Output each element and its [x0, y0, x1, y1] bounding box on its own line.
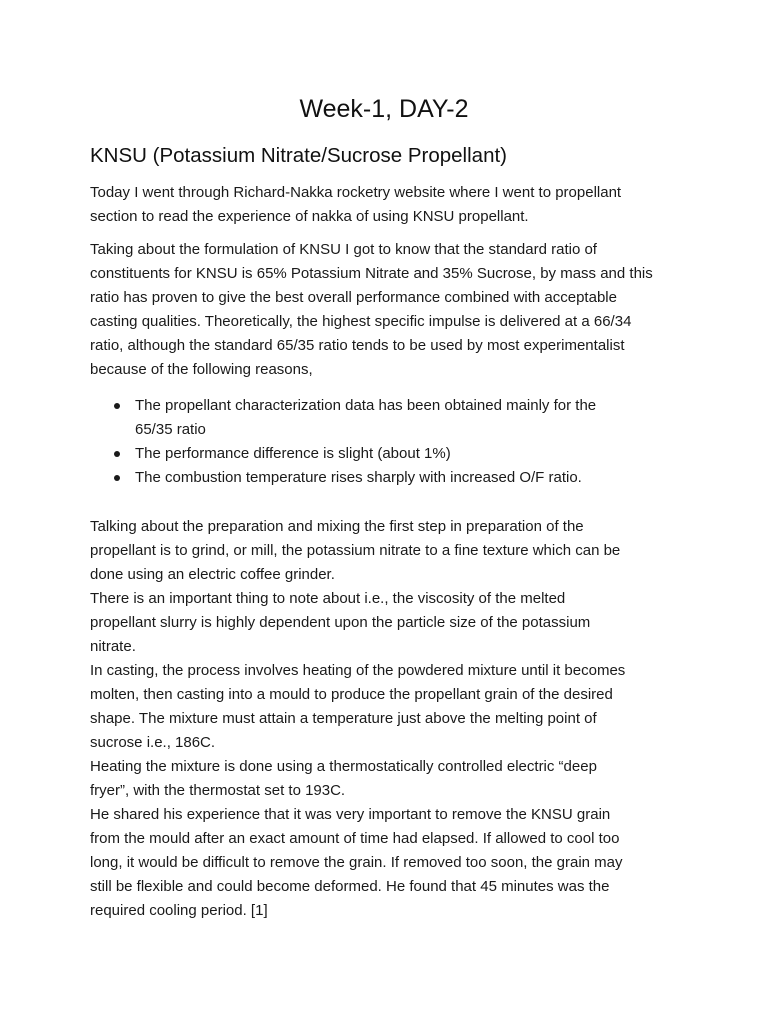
list-item — [90, 442, 690, 466]
text-line: ratio has proven to give the best overall performance combined with acceptable — [90, 289, 617, 306]
text-line: long, it would be difficult to remove the grain. If removed too soon, the grain may — [90, 854, 623, 871]
text-line: molten, then casting into a mould to produce the propellant grain of the desired — [90, 686, 613, 703]
text-line: 65/35 ratio — [135, 421, 206, 438]
text-line: still be flexible and could become deformed. He found that 45 minutes was the — [90, 878, 610, 895]
text-line: Talking about the preparation and mixing the first step in preparation of the — [90, 518, 584, 535]
paragraph-preparation — [90, 515, 690, 923]
bullet-icon — [114, 475, 120, 481]
text-line: constituents for KNSU is 65% Potassium Nitrate and 35% Sucrose, by mass and this — [90, 265, 653, 282]
paragraph-intro — [90, 181, 690, 229]
page-title: Week-1, DAY-2 — [299, 95, 469, 123]
text-line: casting qualities. Theoretically, the highest specific impulse is delivered at a 66/34 — [90, 313, 632, 330]
paragraph-formulation — [90, 238, 690, 382]
list-item — [90, 394, 690, 442]
text-line: The combustion temperature rises sharply with increased O/F ratio. — [135, 469, 582, 486]
text-line: done using an electric coffee grinder. — [90, 566, 335, 583]
text-line: He shared his experience that it was very important to remove the KNSU grain — [90, 806, 611, 823]
text-line: because of the following reasons, — [90, 361, 313, 378]
bullet-icon — [114, 403, 120, 409]
text-line: The propellant characterization data has been obtained mainly for the — [135, 397, 597, 414]
text-line: nitrate. — [90, 638, 136, 655]
text-line: The performance difference is slight (about 1%) — [135, 445, 451, 462]
text-line: sucrose i.e., 186C. — [90, 734, 216, 751]
text-line: Today I went through Richard-Nakka rocketry website where I went to propellant — [90, 184, 622, 201]
text-line: shape. The mixture must attain a temperature just above the melting point of — [90, 710, 597, 727]
reasons-list — [90, 394, 690, 490]
text-line: In casting, the process involves heating of the powdered mixture until it becomes — [90, 662, 626, 679]
text-line: ratio, although the standard 65/35 ratio tends to be used by most experimentalist — [90, 337, 625, 354]
text-line: fryer”, with the thermostat set to 193C. — [90, 782, 346, 799]
text-line: Taking about the formulation of KNSU I got to know that the standard ratio of — [90, 241, 597, 258]
text-line: propellant slurry is highly dependent upon the particle size of the potassium — [90, 614, 591, 631]
list-item — [90, 466, 690, 490]
text-line: section to read the experience of nakka of using KNSU propellant. — [90, 208, 529, 225]
bullet-icon — [114, 451, 120, 457]
text-line: from the mould after an exact amount of time had elapsed. If allowed to cool too — [90, 830, 620, 847]
section-heading: KNSU (Potassium Nitrate/Sucrose Propellant) — [90, 144, 507, 167]
text-line: propellant is to grind, or mill, the potassium nitrate to a fine texture which can be — [90, 542, 621, 559]
text-line: required cooling period. [1] — [90, 902, 268, 919]
text-line: There is an important thing to note about i.e., the viscosity of the melted — [90, 590, 566, 607]
text-line: Heating the mixture is done using a thermostatically controlled electric “deep — [90, 758, 597, 775]
